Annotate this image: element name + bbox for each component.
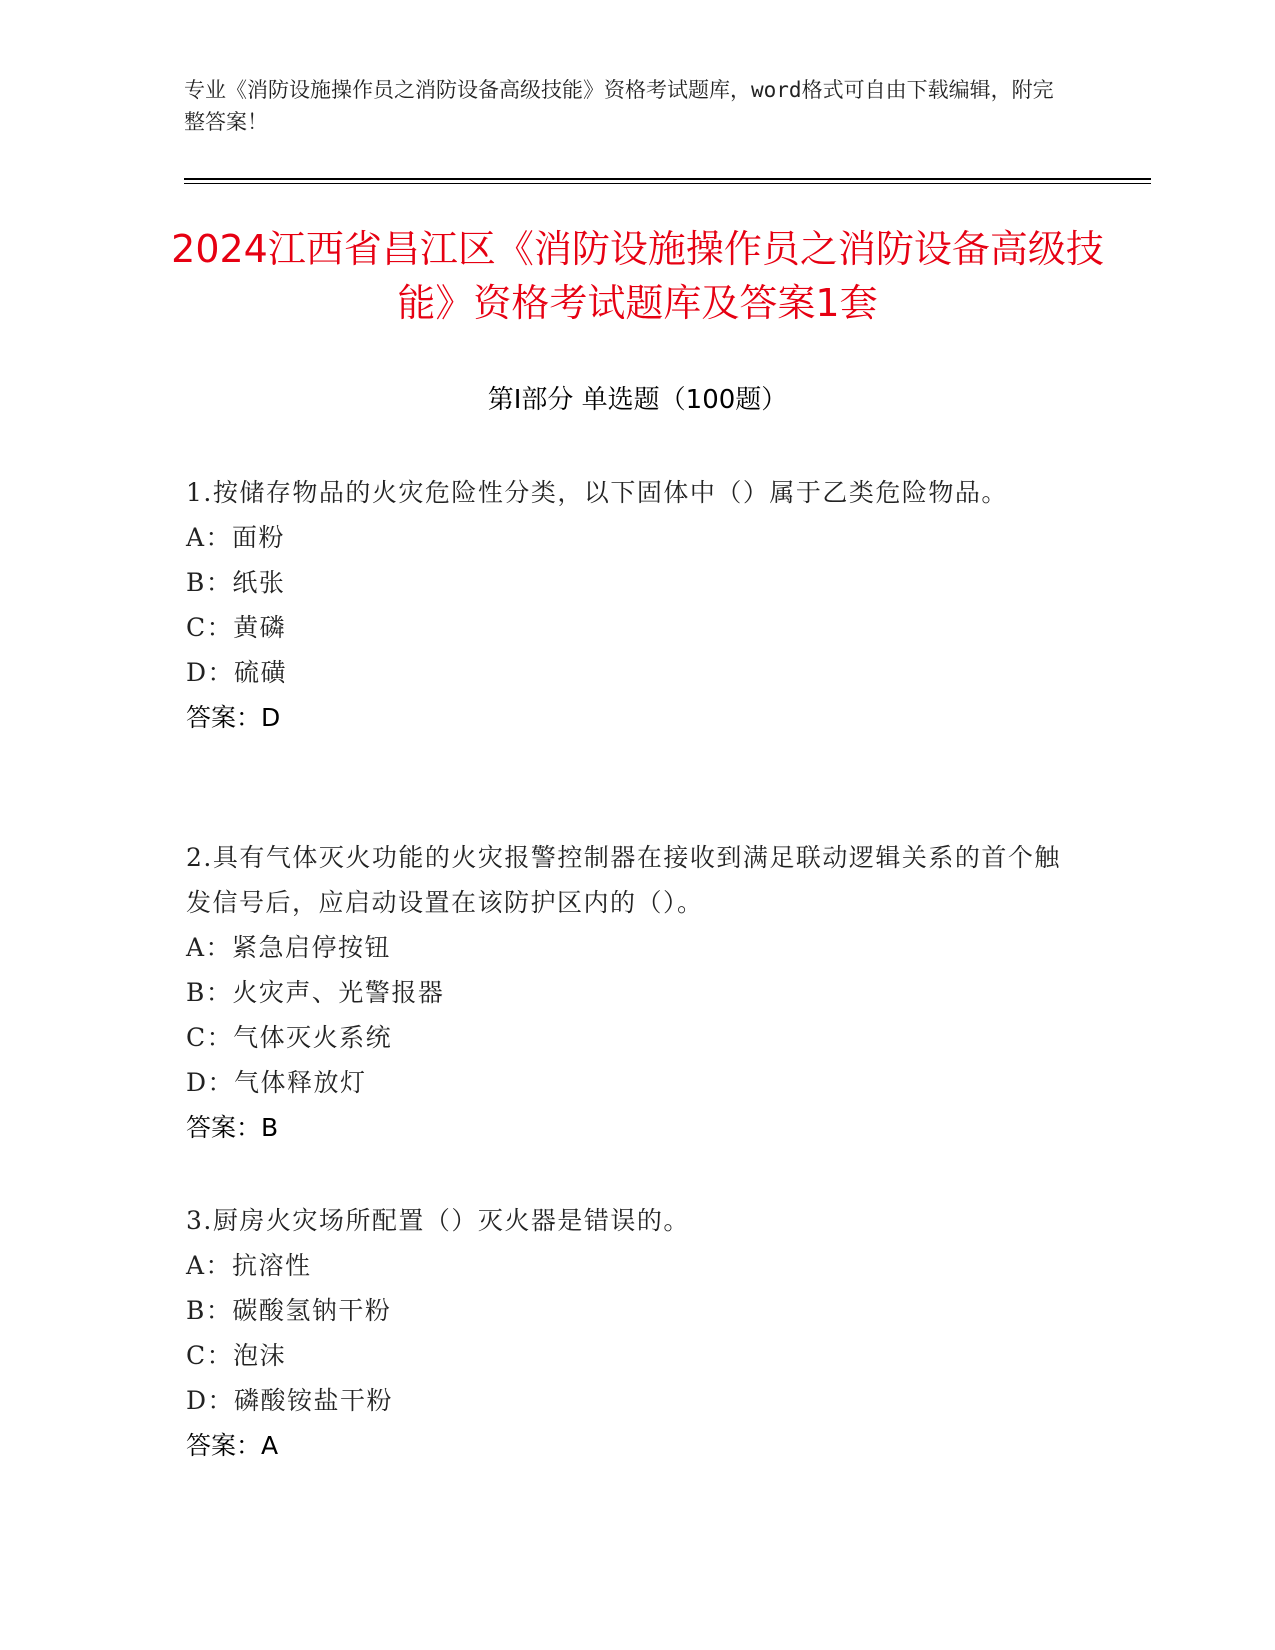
header-note: 专业《消防设施操作员之消防设备高级技能》资格考试题库，word格式可自由下载编辑，附完整答案！: [184, 78, 1054, 134]
question-stem: 2.具有气体灭火功能的火灾报警控制器在接收到满足联动逻辑关系的首个触发信号后，应启动设置在该防护区内的（）。: [186, 843, 1061, 917]
option-c: C：气体灭火系统: [186, 1023, 393, 1052]
option-c: C：泡沫: [186, 1341, 287, 1370]
option-a: A：紧急启停按钮: [186, 933, 392, 962]
question-stem: 3.厨房火灾场所配置（）灭火器是错误的。: [186, 1206, 690, 1235]
header-divider-thin: [184, 183, 1151, 184]
answer: 答案：D: [186, 703, 281, 732]
question-3: [186, 1198, 1066, 1468]
question-1: [186, 470, 1066, 740]
option-a: A：面粉: [186, 523, 286, 552]
option-d: D：磷酸铵盐干粉: [186, 1386, 394, 1415]
option-d: D：气体释放灯: [186, 1068, 367, 1097]
option-c: C：黄磷: [186, 613, 287, 642]
question-2: [186, 835, 1066, 1150]
answer: 答案：A: [186, 1431, 279, 1460]
option-d: D：硫磺: [186, 658, 288, 687]
section-heading: 第Ⅰ部分 单选题（100题）: [487, 385, 788, 415]
option-b: B：碳酸氢钠干粉: [186, 1296, 392, 1325]
answer: 答案：B: [186, 1113, 279, 1142]
header-divider: [184, 178, 1151, 180]
question-stem: 1.按储存物品的火灾危险性分类，以下固体中（）属于乙类危险物品。: [186, 478, 1008, 507]
option-b: B：纸张: [186, 568, 286, 597]
option-b: B：火灾声、光警报器: [186, 978, 445, 1007]
option-a: A：抗溶性: [186, 1251, 312, 1280]
document-title: 2024江西省昌江区《消防设施操作员之消防设备高级技能》资格考试题库及答案1套: [171, 227, 1104, 325]
